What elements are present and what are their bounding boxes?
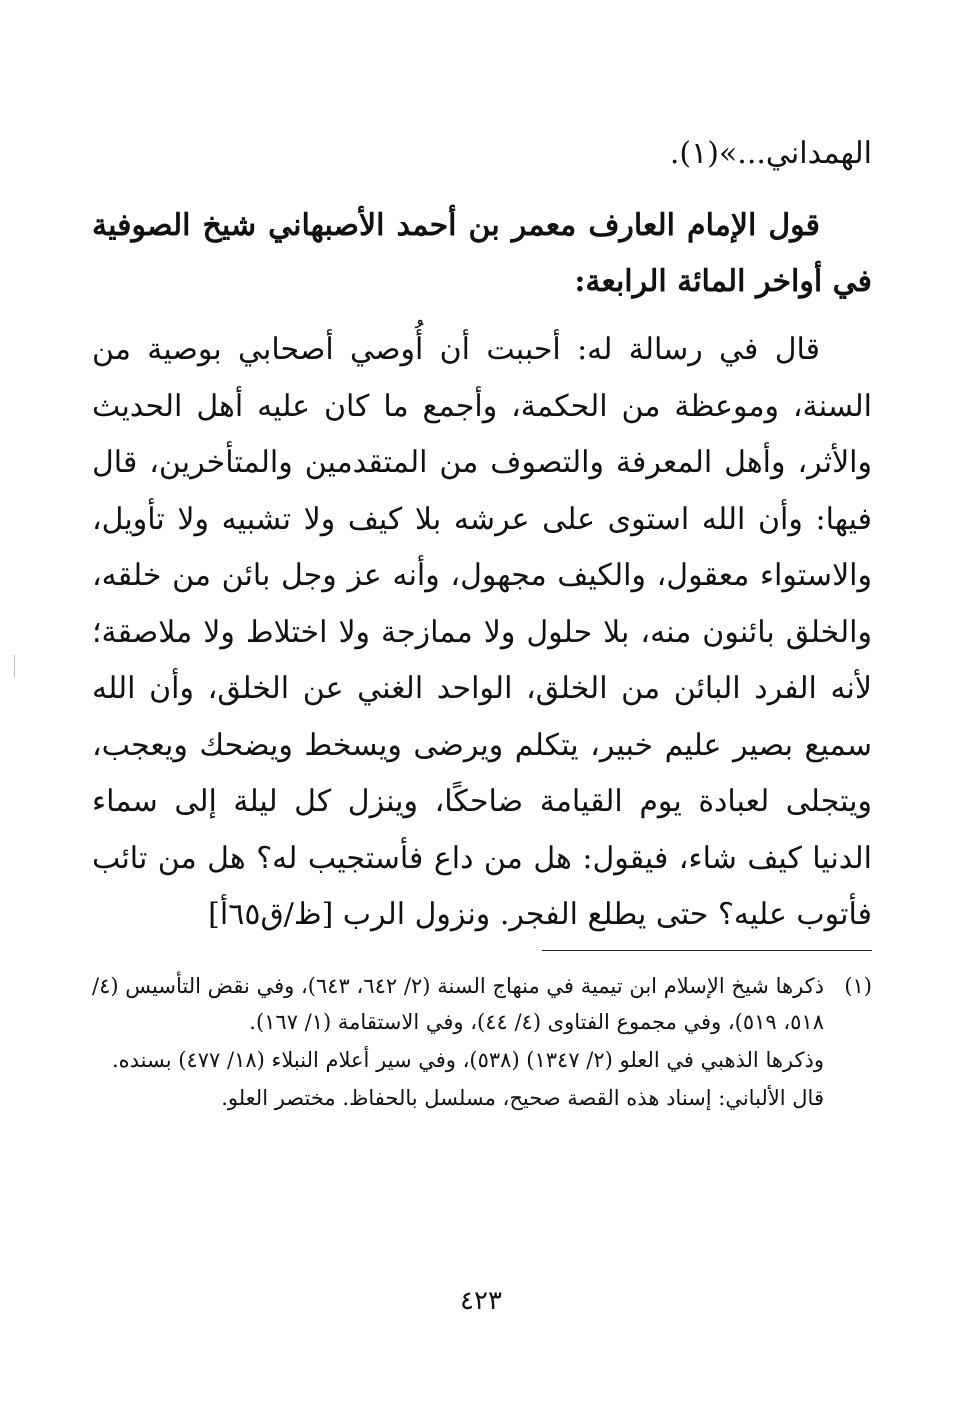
footnotes-section [92,968,872,1116]
footnote-text: وذكرها الذهبي في العلو (٢/ ١٣٤٧) (٥٣٨)، وفي سير أعلام النبلاء (١٨/ ٤٧٧) بسنده. [111,1048,824,1072]
page-number: ٤٢٣ [460,1286,502,1316]
section-heading: قول الإمام العارف معمر بن أحمد الأصبهاني شيخ الصوفية في أواخر المائة الرابعة: [92,208,872,299]
footnote-item [92,1042,872,1078]
footnote-text: قال الألباني: إسناد هذه القصة صحيح، مسلسل بالحفاظ. مختصر العلو. [221,1086,824,1110]
margin-mark [14,655,15,677]
footnote-item [92,968,872,1040]
footnote-item [92,1080,872,1116]
footnote-separator [542,950,872,951]
footnote-number: (١) [844,974,872,998]
opening-line: الهمداني...»(١). [669,136,872,171]
body-paragraph: قال في رسالة له: أحببت أن أُوصي أصحابي بوصية من السنة، وموعظة من الحكمة، وأجمع ما كان عليه أهل الحديث والأثر، وأهل المعرفة والتصوف من المتقدمين والمتأخرين، قال فيها: وأن الله استوى على عرشه بلا كيف ولا تشبيه ولا تأويل، والاستواء معقول، والكيف مجهول، وأنه عز وجل بائن من خلقه، والخلق بائنون منه، بلا حلول ولا ممازجة ولا اختلاط ولا ملاصقة؛ لأنه الفرد البائن من الخلق، الواحد الغني عن الخلق، وأن الله سميع بصير عليم خبير، يتكلم ويرضى ويسخط ويضحك ويعجب، ويتجلى لعبادة يوم القيامة ضاحكًا، وينزل كل ليلة إلى سماء الدنيا كيف شاء، فيقول: هل من داع فأستجيب له؟ هل من تائب فأتوب عليه؟ حتى يطلع الفجر. ونزول الرب [ظ/ق٦٥أ] [92,332,872,932]
footnote-text: ذكرها شيخ الإسلام ابن تيمية في منهاج السنة (٢/ ٦٤٢، ٦٤٣)، وفي نقض التأسيس (٤/ ٥١٨، ٥١٩)، وفي مجموع الفتاوى (٤/ ٤٤)، وفي الاستقامة (١/ ١٦٧). [92,974,825,1034]
